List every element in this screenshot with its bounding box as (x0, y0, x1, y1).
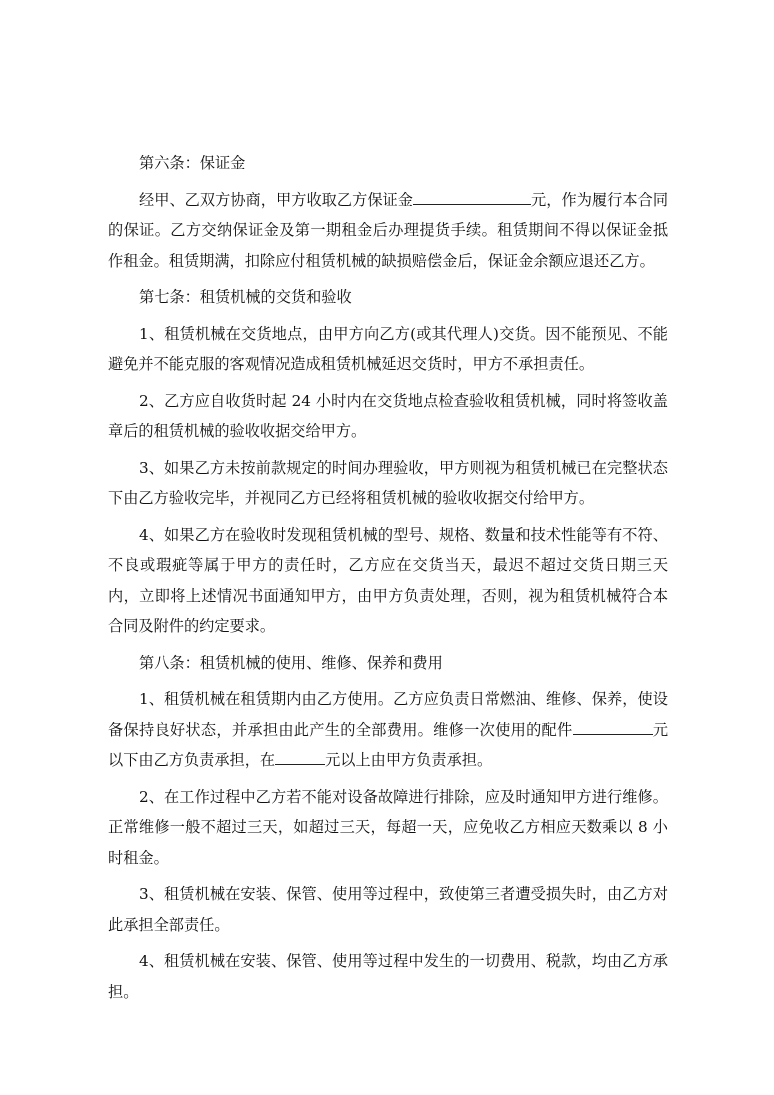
article-8-item-3: 3、租赁机械在安装、保管、使用等过程中，致使第三者遭受损失时，由乙方对此承担全部责任。 (108, 885, 668, 934)
parts-threshold-blank (573, 717, 653, 735)
article-8-item-1 (108, 684, 668, 776)
contract-page (108, 148, 668, 1013)
article-7-item-4: 4、如果乙方在验收时发现租赁机械的型号、规格、数量和技术性能等有不符、不良或瑕疵等属于甲方的责任时，乙方应在交货当天，最迟不超过交货日期三天内，立即将上述情况书面通知甲方，由甲方负责处理，否则，视为租赁机械符合本合同及附件的约定要求。 (108, 525, 668, 635)
article-8-item-2: 2、在工作过程中乙方若不能对设备故障进行排除，应及时通知甲方进行维修。正常维修一般不超过三天，如超过三天，每超一天，应免收乙方相应天数乘以 8 小时租金。 (108, 787, 668, 867)
article-7-item-1: 1、租赁机械在交货地点，由甲方向乙方(或其代理人)交货。因不能预见、不能避免并不能克服的客观情况造成租赁机械延迟交货时，甲方不承担责任。 (108, 324, 668, 373)
article-6-heading: 第六条：保证金 (139, 154, 246, 172)
article-8-heading: 第八条：租赁机械的使用、维修、保养和费用 (139, 653, 443, 672)
article-7-heading: 第七条：租赁机械的交货和验收 (139, 288, 352, 306)
article-8-item-1-text-c: 元以上由甲方负责承担。 (325, 751, 493, 769)
article-7-item-3: 3、如果乙方未按前款规定的时间办理验收，甲方则视为租赁机械已在完整状态下由乙方验收完毕，并视同乙方已经将租赁机械的验收收据交付给甲方。 (108, 458, 668, 507)
article-6-paragraph (108, 185, 668, 277)
article-8-item-1-text-a: 1、租赁机械在租赁期内由乙方使用。乙方应负责日常燃油、维修、保养，使设备保持良好状态，并承担由此产生的全部费用。维修一次使用的配件 (108, 690, 668, 739)
article-8-item-1-text-b: 元以下由乙方负责承担，在 (108, 720, 669, 769)
deposit-amount-blank (413, 187, 531, 205)
article-6-text-a: 经甲、乙双方协商，甲方收取乙方保证金 (139, 190, 413, 209)
article-6-text-b: 元，作为履行本合同的保证。乙方交纳保证金及第一期租金后办理提货手续。租赁期间不得以保证金抵作租金。租赁期满，扣除应付租赁机械的缺损赔偿金后，保证金余额应退还乙方。 (108, 190, 669, 270)
article-7-item-2: 2、乙方应自收货时起 24 小时内在交货地点检查验收租赁机械，同时将签收盖章后的租赁机械的验收收据交给甲方。 (108, 391, 668, 440)
parts-threshold-blank-2 (275, 747, 325, 765)
article-8-item-4: 4、租赁机械在安装、保管、使用等过程中发生的一切费用、税款，均由乙方承担。 (108, 952, 668, 1001)
